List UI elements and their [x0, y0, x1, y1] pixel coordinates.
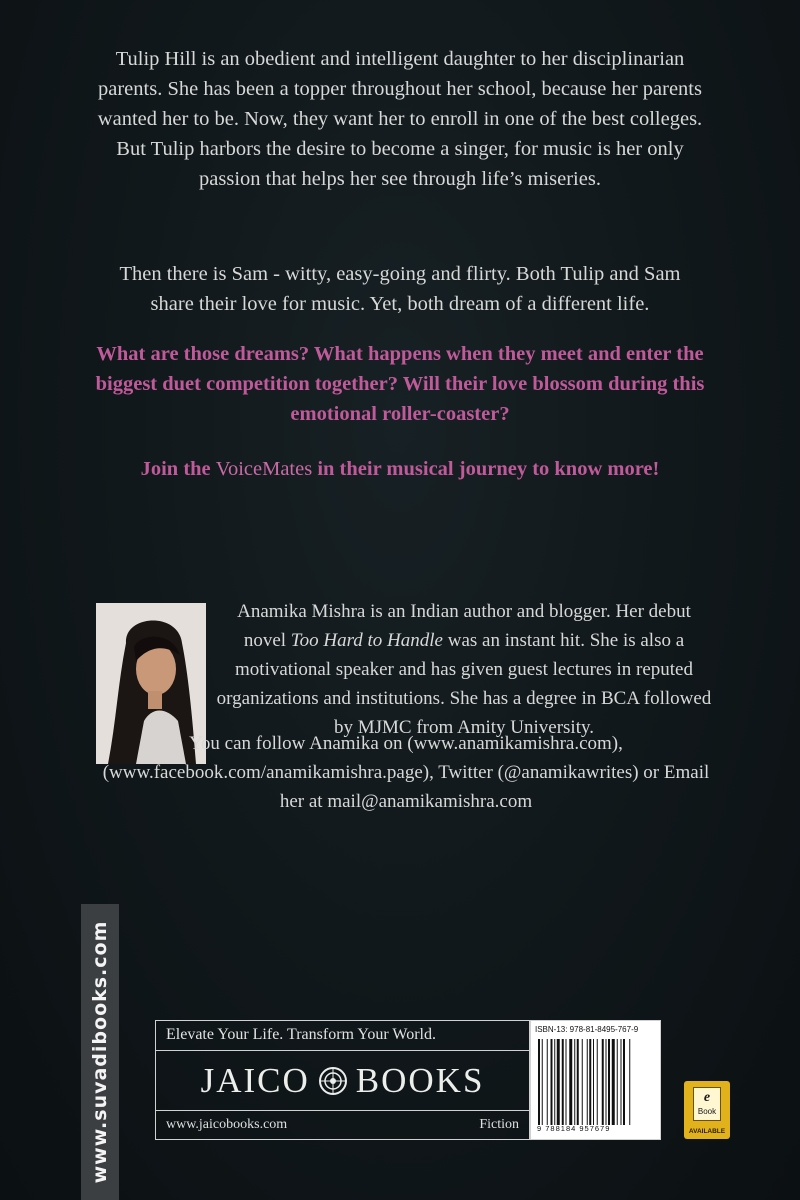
- barcode-digits: 9 788184 957679: [537, 1124, 611, 1133]
- jaico-emblem-icon: [318, 1066, 348, 1096]
- publisher-name-left: JAICO: [200, 1060, 310, 1100]
- cta-brand: VoiceMates: [215, 458, 313, 480]
- blurb-paragraph-1: Tulip Hill is an obedient and intelligent daughter to her disciplinarian parents. She has been a topper throughout her school, because her parents wanted her to be. Now, they want her to enroll in one of the best colleges. But Tulip harbors the desire to become a singer, for music is her only passion that helps her see through life’s miseries.: [97, 48, 703, 190]
- ebook-letter: e: [703, 1090, 711, 1105]
- bio-text-end: was an instant hit. She is also a motivational speaker and has given guest lectures in reputed organizations and institutions. She has a degree in BCA followed by MJMC from Amity University.: [216, 630, 712, 738]
- cta-suffix: in their musical journey to know more!: [312, 458, 660, 480]
- ebook-word: Book: [697, 1107, 717, 1116]
- publisher-footer: [156, 1111, 529, 1139]
- blurb-call-to-action: [86, 454, 714, 484]
- publisher-logo: [156, 1051, 529, 1111]
- author-follow: You can follow Anamika on (www.anamikamishra.com), (www.facebook.com/anamikamishra.page), Twitter (@anamikawrites) or Email her at mail@anamikamishra.com: [102, 733, 710, 812]
- publisher-name-right: BOOKS: [355, 1060, 485, 1100]
- publisher-box: [155, 1020, 530, 1140]
- cta-prefix: Join the: [140, 458, 216, 480]
- barcode-bars-icon: [537, 1039, 655, 1125]
- ebook-icon: [693, 1087, 721, 1121]
- blurb-paragraph-2: Then there is Sam - witty, easy-going and flirty. Both Tulip and Sam share their love for music. Yet, both dream of a different life.: [119, 263, 681, 315]
- watermark-text: www.suvadibooks.com: [89, 920, 111, 1184]
- publisher-website: www.jaicobooks.com: [166, 1117, 288, 1132]
- ebook-available-badge: [684, 1081, 730, 1139]
- bio-book-title: Too Hard to Handle: [290, 630, 443, 651]
- author-bio: [214, 597, 714, 742]
- bio-text-start: Anamika Mishra is an Indian author and blogger. Her debut novel: [237, 601, 691, 651]
- isbn-label: ISBN-13: 978-81-8495-767-9: [535, 1025, 639, 1034]
- publisher-tagline: Elevate Your Life. Transform Your World.: [156, 1021, 529, 1051]
- barcode: [530, 1020, 661, 1140]
- book-genre: Fiction: [479, 1117, 519, 1132]
- ebook-caption: AVAILABLE: [688, 1128, 726, 1135]
- blurb-questions: What are those dreams? What happens when they meet and enter the biggest duet competition together? Will their love blossom during this emotional roller-coaster?: [95, 343, 705, 425]
